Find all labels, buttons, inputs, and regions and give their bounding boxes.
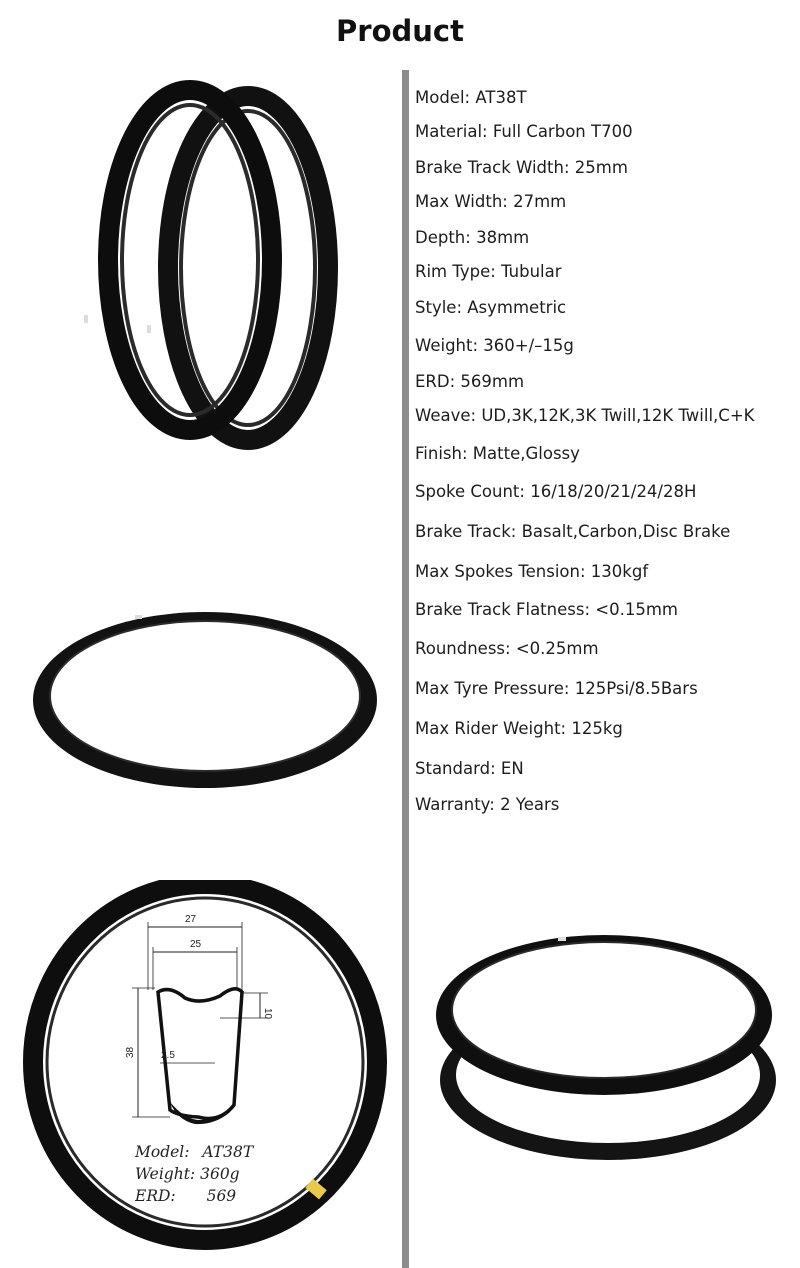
spec-row: Rim Type: Tubular <box>415 262 562 281</box>
spec-label: Model <box>415 88 465 107</box>
spec-label: Warranty <box>415 795 490 814</box>
spec-label: Depth <box>415 228 466 247</box>
spec-row: Material: Full Carbon T700 <box>415 122 633 141</box>
spec-label: Style <box>415 298 457 317</box>
spec-value: 38mm <box>476 228 530 247</box>
spec-row: Weave: UD,3K,12K,3K Twill,12K Twill,C+K <box>415 406 755 425</box>
rim-profile-diagram <box>20 880 400 1268</box>
page-title: Product <box>336 14 464 48</box>
spec-value: <0.25mm <box>515 639 599 658</box>
spec-value: Basalt,Carbon,Disc Brake <box>521 522 731 541</box>
spec-row: Finish: Matte,Glossy <box>415 444 580 463</box>
spec-label: Weave <box>415 406 471 425</box>
spec-label: ERD <box>415 372 450 391</box>
spec-row: Brake Track Width: 25mm <box>415 158 628 177</box>
spec-value: Matte,Glossy <box>472 444 580 463</box>
spec-row: Brake Track Flatness: <0.15mm <box>415 600 678 619</box>
rim-pair-upright-image <box>70 80 370 460</box>
spec-value: AT38T <box>475 88 527 107</box>
spec-row: Brake Track: Basalt,Carbon,Disc Brake <box>415 522 731 541</box>
spec-value: UD,3K,12K,3K Twill,12K Twill,C+K <box>481 406 755 425</box>
spec-row: ERD: 569mm <box>415 372 525 391</box>
spec-value: 360+/–15g <box>483 336 574 355</box>
spec-label: Max Width <box>415 192 503 211</box>
spec-row: Max Spokes Tension: 130kgf <box>415 562 649 581</box>
info-weight: Weight: 360g <box>135 1165 240 1183</box>
spec-value: 16/18/20/21/24/28H <box>530 482 697 501</box>
spec-value: 125Psi/8.5Bars <box>574 679 698 698</box>
info-model: Model: AT38T <box>135 1143 254 1161</box>
svg-text:25: 25 <box>190 939 202 950</box>
spec-value: 130kgf <box>590 562 649 581</box>
spec-row: Max Tyre Pressure: 125Psi/8.5Bars <box>415 679 698 698</box>
spec-label: Max Spokes Tension <box>415 562 580 581</box>
spec-label: Finish <box>415 444 462 463</box>
spec-row: Max Rider Weight: 125kg <box>415 719 623 738</box>
spec-value: Tubular <box>501 262 562 281</box>
spec-value: <0.15mm <box>595 600 678 619</box>
spec-row: Spoke Count: 16/18/20/21/24/28H <box>415 482 697 501</box>
spec-label: Weight <box>415 336 473 355</box>
spec-row: Model: AT38T <box>415 88 527 107</box>
spec-value: 2 Years <box>500 795 560 814</box>
spec-row: Depth: 38mm <box>415 228 530 247</box>
spec-row: Roundness: <0.25mm <box>415 639 599 658</box>
spec-label: Standard <box>415 759 491 778</box>
spec-value: Asymmetric <box>467 298 567 317</box>
info-erd: ERD: 569 <box>135 1187 237 1205</box>
spec-label: Material <box>415 122 483 141</box>
spec-row: Warranty: 2 Years <box>415 795 560 814</box>
spec-value: 125kg <box>571 719 623 738</box>
spec-value: EN <box>500 759 524 778</box>
spec-label: Rim Type <box>415 262 491 281</box>
spec-row: Standard: EN <box>415 759 524 778</box>
spec-label: Brake Track <box>415 522 511 541</box>
spec-row: Weight: 360+/–15g <box>415 336 574 355</box>
spec-row: Style: Asymmetric <box>415 298 567 317</box>
vertical-divider <box>402 70 409 1268</box>
svg-text:2.5: 2.5 <box>161 1050 175 1061</box>
spec-value: Full Carbon T700 <box>492 122 633 141</box>
rim-flat-image <box>25 600 385 800</box>
spec-value: 569mm <box>460 372 525 391</box>
spec-label: Max Tyre Pressure <box>415 679 564 698</box>
svg-text:38: 38 <box>125 1046 136 1058</box>
spec-label: Max Rider Weight <box>415 719 561 738</box>
spec-label: Brake Track Width <box>415 158 564 177</box>
spec-label: Roundness <box>415 639 506 658</box>
svg-text:10: 10 <box>262 1008 273 1020</box>
spec-label: Spoke Count <box>415 482 520 501</box>
spec-value: 27mm <box>513 192 567 211</box>
svg-text:27: 27 <box>185 914 197 925</box>
rim-pair-stacked-image <box>428 930 788 1170</box>
spec-row: Max Width: 27mm <box>415 192 567 211</box>
spec-label: Brake Track Flatness <box>415 600 585 619</box>
spec-value: 25mm <box>574 158 628 177</box>
